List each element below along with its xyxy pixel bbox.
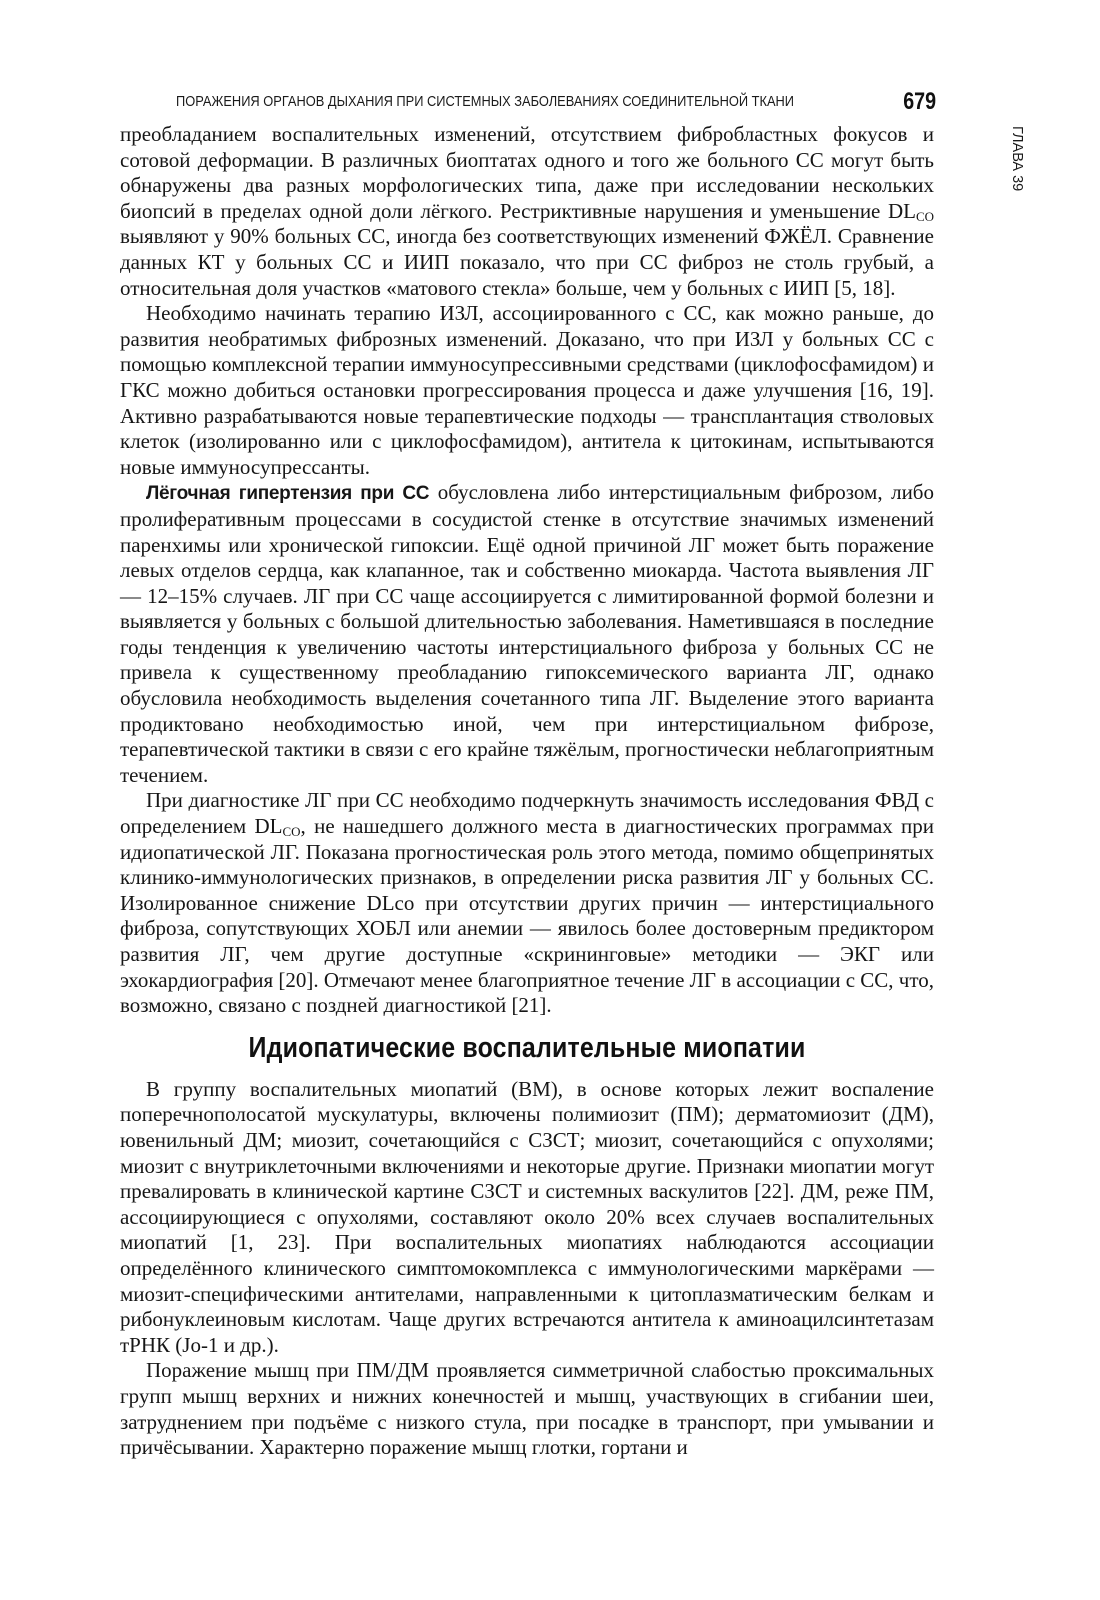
running-header [176, 89, 936, 115]
paragraph [120, 788, 934, 1018]
page-number: 679 [903, 88, 936, 115]
paragraph-text: При диагностике ЛГ при СС необходимо подчеркнуть значимость исследования ФВД с определением DL [120, 788, 934, 839]
paragraph [120, 480, 934, 788]
subscript: CO [282, 824, 301, 840]
paragraph: Поражение мышц при ПМ/ДМ проявляется симметричной слабостью проксимальных групп мышц верхних и нижних конечностей и мышц, участвующих в сгибании шеи, затруднением при подъёме с низкого стула, при посадке в транспорт, при умывании и причёсывании. Характерно поражение мышц глотки, гортани и [120, 1358, 934, 1460]
paragraph-text: , не нашедшего должного места в диагностических программах при идиопатической ЛГ. Показана прогностическая роль этого метода, помимо общепринятых клинико-иммунологических признаков, в определении риска развития ЛГ у больных СС. Изолированное снижение DLco при отсутствии других причин — интерстициального фиброза, сопутствующих ХОБЛ или анемии — явилось более достоверным предиктором развития ЛГ, чем другие доступные «скрининговые» методики — ЭКГ или эхокардиография [20]. Отмечают менее благоприятное течение ЛГ в ассоциации с СС, что, возможно, связано с поздней диагностикой [21]. [120, 814, 935, 1018]
paragraph-text: преобладанием воспалительных изменений, отсутствием фибробластных фокусов и сотовой деформации. В различных биоптатах одного и того же больного СС могут быть обнаружены два разных морфологических типа, даже при исследовании нескольких биопсий в пределах одной доли лёгкого. Рестриктивные нарушения и уменьшение DL [120, 122, 934, 223]
paragraph: Необходимо начинать терапию ИЗЛ, ассоциированного с СС, как можно раньше, до развития необратимых фиброзных изменений. Доказано, что при ИЗЛ у больных СС с помощью комплексной терапии иммуносупрессивными средствами (циклофосфамидом) и ГКС можно добиться остановки прогрессирования процесса и даже улучшения [16, 19]. Активно разрабатываются новые терапевтические подходы — трансплантация стволовых клеток (изолированно или с циклофосфамидом), антитела к цитокинам, испытываются новые иммуносупрессанты. [120, 301, 934, 479]
paragraph: В группу воспалительных миопатий (ВМ), в основе которых лежит воспаление поперечнополосатой мускулатуры, включены полимиозит (ПМ); дерматомиозит (ДМ), ювенильный ДМ; миозит, сочетающийся с СЗСТ; миозит, сочетающийся с опухолями; миозит с внутриклеточными включениями и некоторые другие. Признаки миопатии могут превалировать в клинической картине СЗСТ и системных васкулитов [22]. ДМ, реже ПМ, ассоциирующиеся с опухолями, составляют около 20% всех случаев воспалительных миопатий [1, 23]. При воспалительных миопатиях наблюдаются ассоциации определённого клинического симптомокомплекса с иммунологическими маркёрами — миозит-специфическими антителами, направленными к цитоплазматическим белкам и рибонуклеиновым кислотам. Чаще других встречаются антитела к аминоацилсинтетазам тРНК (Jo-1 и др.). [120, 1076, 934, 1357]
paragraph-text: обусловлена либо интерстициальным фиброзом, либо пролиферативным процессами в сосудистой стенке в отсутствие значимых изменений паренхимы или хронической гипоксии. Ещё одной причиной ЛГ может быть поражение левых отделов сердца, как клапанное, так и собственно миокарда. Частота выявления ЛГ — 12–15% случаев. ЛГ при СС чаще ассоциируется с лимитированной формой болезни и выявляется у больных с большой длительностью заболевания. Наметившаяся в последние годы тенденция к увеличению частоты интерстициального фиброза у больных СС не привела к существенному преобладанию гипоксемического варианта ЛГ, однако обусловила необходимость выделения сочетанного типа ЛГ. Выделение этого варианта продиктовано необходимостью иной, чем при интерстициальном фиброзе, терапевтической тактики в связи с его крайне тяжёлым, прогностически неблагоприятным течением. [120, 480, 934, 787]
running-title: ПОРАЖЕНИЯ ОРГАНОВ ДЫХАНИЯ ПРИ СИСТЕМНЫХ ЗАБОЛЕВАНИЯХ СОЕДИНИТЕЛЬНОЙ ТКАНИ [176, 94, 795, 110]
section-heading: Идиопатические воспалительные миопатии [248, 1031, 806, 1064]
chapter-tab: ГЛАВА 39 [1009, 126, 1025, 192]
body-text [120, 122, 934, 1461]
paragraph [120, 122, 934, 301]
subscript: CO [915, 208, 934, 224]
run-in-heading: Лёгочная гипертензия при СС [146, 483, 430, 505]
paragraph-text: выявляют у 90% больных СС, иногда без соответствующих изменений ФЖЁЛ. Сравнение данных КТ у больных СС и ИИП показало, что при СС фиброз не столь грубый, а относительная доля участков «матового стекла» больше, чем у больных с ИИП [5, 18]. [120, 224, 934, 300]
